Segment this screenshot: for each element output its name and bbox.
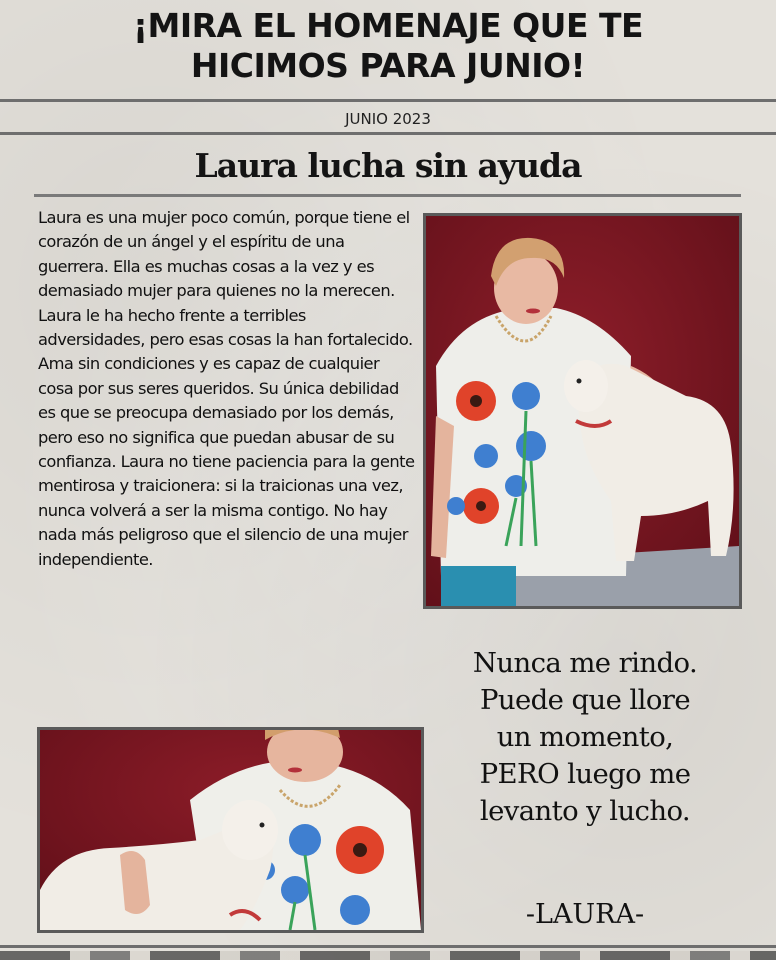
quote-line-3: un momento, (496, 721, 674, 753)
article-title: Laura lucha sin ayuda (194, 146, 582, 185)
quote-line-2: Puede que llore (479, 684, 690, 716)
header-rule-bottom (0, 132, 776, 135)
photo-illustration-2 (40, 730, 421, 930)
quote-line-4: PERO luego me (479, 758, 691, 790)
quote-block (430, 645, 740, 830)
headline-line-2: HICIMOS PARA JUNIO! (190, 46, 586, 85)
footer-strip (0, 951, 776, 960)
article-body (38, 206, 416, 572)
article-body-text: Laura es una mujer poco común, porque tiene el corazón de un ángel y el espíritu de una guerrera. Ella es muchas cosas a la vez y es demasiado mujer para quienes no la merecen. Laura le ha hecho frente a terribles adversidades, pero esas cosas la han fortalecido. Ama sin condiciones y es capaz de cualquier cosa por sus seres queridos. Su única debilidad es que se preocupa demasiado por los demás, pero eso no significa que puedan abusar de su confianza. Laura no tiene paciencia para la gente mentirosa y traicionera: si la traicionas una vez, nunca volverá a ser la misma contigo. No hay nada más peligroso que el silencio de una mujer independiente. (38, 208, 415, 569)
photo-woman-with-dog (423, 213, 742, 609)
title-rule (34, 194, 741, 197)
quote-signature: -LAURA- (525, 899, 645, 930)
headline-line-1: ¡MIRA EL HOMENAJE QUE TE (132, 6, 644, 45)
footer-rule (0, 945, 776, 948)
issue-date: JUNIO 2023 (345, 110, 431, 128)
headline (0, 6, 776, 86)
quote-line-5: levanto y lucho. (479, 795, 691, 827)
quote-line-1: Nunca me rindo. (472, 647, 698, 679)
photo-illustration (426, 216, 739, 606)
photo-woman-hugging-dog (37, 727, 424, 933)
header-rule-top (0, 99, 776, 102)
